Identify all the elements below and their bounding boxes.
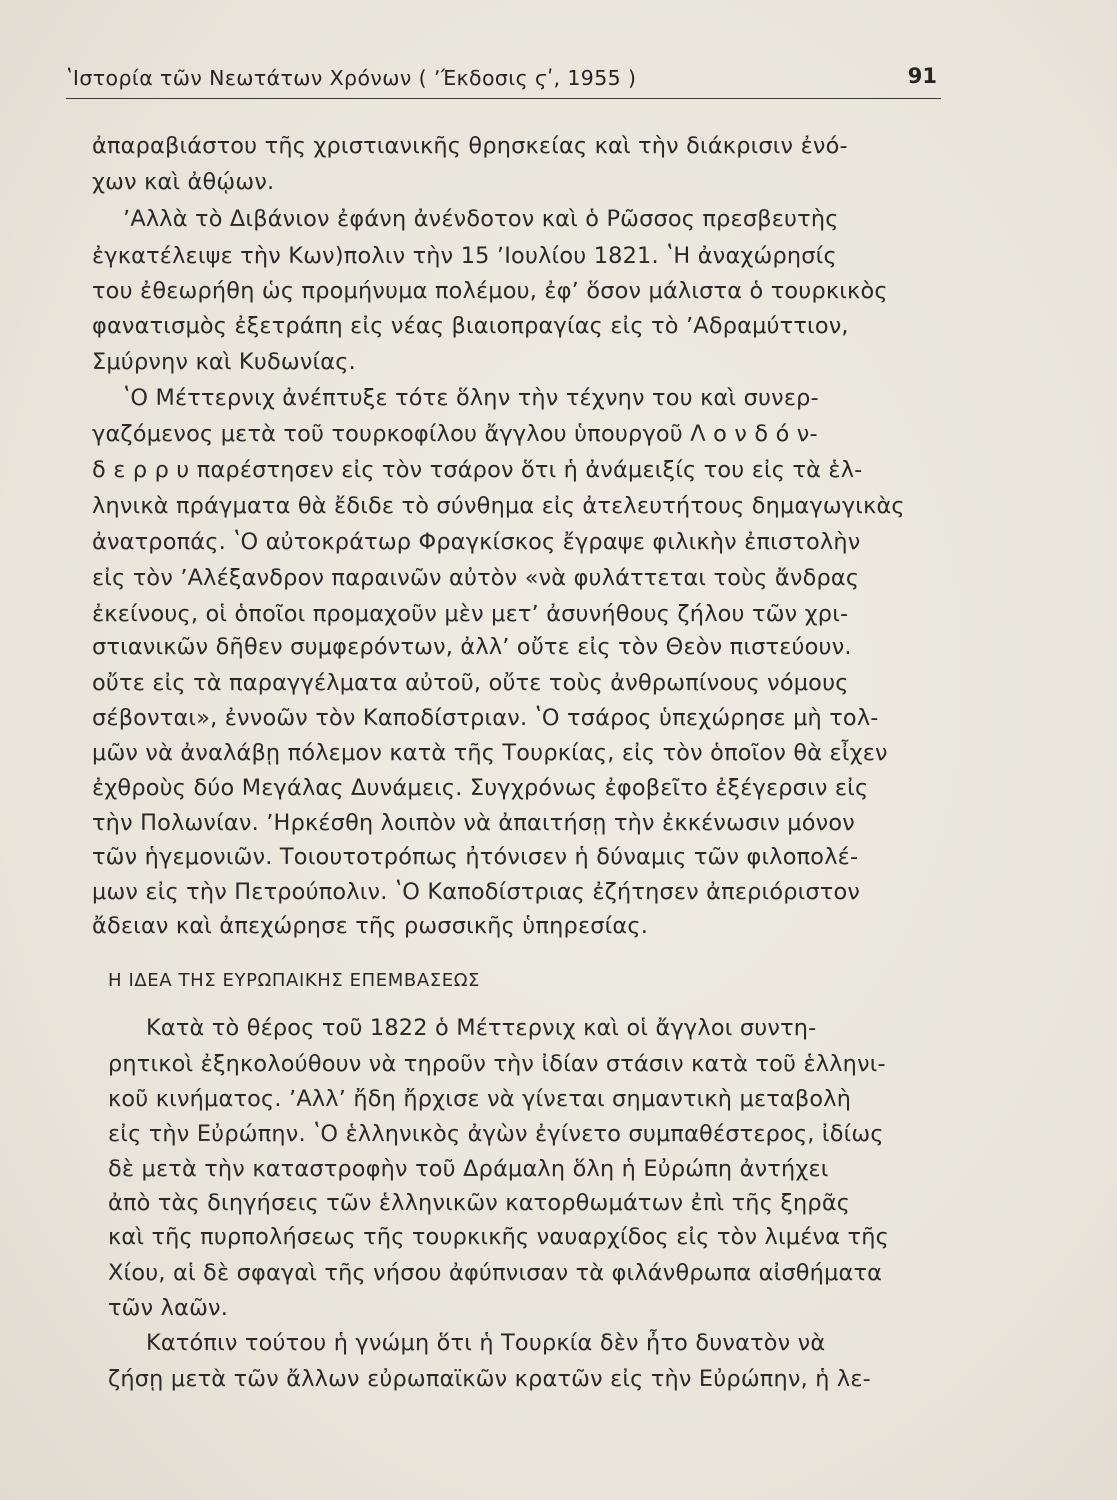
text-line: δ ε ρ ρ υ παρέστησεν εἰς τὸν τσάρον ὅτι ἡ ἀνάμειξίς του εἰς τὰ ἑλ- [92,457,863,483]
text-line: καὶ τῆς πυρπολήσεως τῆς τουρκικῆς ναυαρχίδος εἰς τὸν λιμένα τῆς [108,1224,889,1250]
text-line: ἐχθροὺς δύο Μεγάλας Δυνάμεις. Συγχρόνως ἐφοβεῖτο ἐξέγερσιν εἰς [92,775,869,801]
text-line: εἰς τὴν Εὐρώπην. ʽΟ ἑλληνικὸς ἀγὼν ἐγίνετο συμπαθέστερος, ἰδίως [108,1121,884,1147]
text-line: ʼΑλλὰ τὸ Διβάνιον ἐφάνη ἀνένδοτον καὶ ὁ Ρῶσσος πρεσβευτὴς [123,206,839,232]
text-line: μῶν νὰ ἀναλάβῃ πόλεμον κατὰ τῆς Τουρκίας, εἰς τὸν ὁποῖον θὰ εἶχεν [92,740,888,766]
text-line: στιανικῶν δῆθεν συμφερόντων, ἀλλʼ οὔτε εἰς τὸν Θεὸν πιστεύουν. [92,634,852,660]
text-line: ἐκείνους, οἱ ὁποῖοι προμαχοῦν μὲν μετʼ ἀσυνήθους ζήλου τῶν χρι- [92,601,849,627]
text-line: τὴν Πολωνίαν. ʼΗρκέσθη λοιπὸν νὰ ἀπαιτήσῃ τὴν ἐκκένωσιν μόνον [92,810,855,836]
text-line: ʽΟ Μέττερνιχ ἀνέπτυξε τότε ὅλην τὴν τέχνην του καὶ συνερ- [123,385,819,411]
text-line: τῶν λαῶν. [108,1295,229,1321]
text-line: ἀνατροπάς. ʽΟ αὐτοκράτωρ Φραγκίσκος ἔγραψε φιλικὴν ἐπιστολὴν [92,529,861,555]
text-line: οὔτε εἰς τὰ παραγγέλματα αὐτοῦ, οὔτε τοὺς ἀνθρωπίνους νόμους [92,670,849,696]
header-rule [66,98,941,99]
text-line: Κατὰ τὸ θέρος τοῦ 1822 ὁ Μέττερνιχ καὶ οἱ ἄγγλοι συντη- [146,1015,817,1041]
text-line: ἄδειαν καὶ ἀπεχώρησε τῆς ρωσσικῆς ὑπηρεσίας. [92,913,649,939]
text-line: μων εἰς τὴν Πετρούπολιν. ʽΟ Καποδίστριας ἐζήτησεν ἀπεριόριστον [92,879,861,905]
text-line: ληνικὰ πράγματα θὰ ἔδιδε τὸ σύνθημα εἰς ἀτελευτήτους δημαγωγικὰς [92,493,905,519]
text-line: χων καὶ ἀθῴων. [92,169,275,195]
text-line: Κατόπιν τούτου ἡ γνώμη ὅτι ἡ Τουρκία δὲν ἦτο δυνατὸν νὰ [146,1330,826,1356]
page-number: 91 [907,64,937,88]
text-line: εἰς τὸν ʼΑλέξανδρον παραινῶν αὐτὸν «νὰ φυλάττεται τοὺς ἄνδρας [92,565,860,591]
text-line: ἀπὸ τὰς διηγήσεις τῶν ἑλληνικῶν κατορθωμάτων ἐπὶ τῆς ξηρᾶς [108,1190,851,1216]
text-line: σέβονται», ἐννοῶν τὸν Καποδίστριαν. ʽΟ τσάρος ὑπεχώρησε μὴ τολ- [92,705,879,731]
text-line: ἐγκατέλειψε τὴν Κων)πολιν τὴν 15 ʼΙουλίου 1821. ʽΗ ἀναχώρησίς [92,243,837,269]
text-line: ζήσῃ μετὰ τῶν ἄλλων εὐρωπαϊκῶν κρατῶν εἰς τὴν Εὐρώπην, ἡ λε- [108,1366,871,1392]
text-line: ρητικοὶ ἐξηκολούθουν νὰ τηροῦν τὴν ἰδίαν στάσιν κατὰ τοῦ ἑλληνι- [108,1051,886,1077]
text-line: τῶν ἡγεμονιῶν. Τοιουτοτρόπως ἠτόνισεν ἡ δύναμις τῶν φιλοπολέ- [92,844,859,870]
header-title: ʽΙστορία τῶν Νεωτάτων Χρόνων ( ʼΈκδοσις ϛʹ, 1955 ) [66,66,637,90]
text-line: του ἐθεωρήθη ὡς προμήνυμα πολέμου, ἐφʼ ὅσον μάλιστα ὁ τουρκικὸς [92,278,888,304]
text-line: γαζόμενος μετὰ τοῦ τουρκοφίλου ἄγγλου ὑπουργοῦ Λ ο ν δ ό ν- [92,421,818,447]
section-heading: Η ΙΔΕΑ ΤΗΣ ΕΥΡΩΠΑΙΚΗΣ ΕΠΕΜΒΑΣΕΩΣ [108,970,481,991]
text-line: δὲ μετὰ τὴν καταστροφὴν τοῦ Δράμαλη ὅλη ἡ Εὐρώπη ἀντήχει [108,1156,829,1182]
running-header [66,64,941,104]
text-line: Σμύρνην καὶ Κυδωνίας. [92,349,356,375]
text-line: φανατισμὸς ἐξετράπη εἰς νέας βιαιοπραγίας εἰς τὸ ʼΑδραμύττιον, [92,313,849,339]
text-line: Χίου, αἱ δὲ σφαγαὶ τῆς νήσου ἀφύπνισαν τὰ φιλάνθρωπα αἰσθήματα [108,1260,883,1286]
text-line: ἀπαραβιάστου τῆς χριστιανικῆς θρησκείας καὶ τὴν διάκρισιν ἐνό- [92,133,848,159]
text-line: κοῦ κινήματος. ʼΑλλʼ ἤδη ἤρχισε νὰ γίνεται σημαντικὴ μεταβολὴ [108,1086,852,1112]
